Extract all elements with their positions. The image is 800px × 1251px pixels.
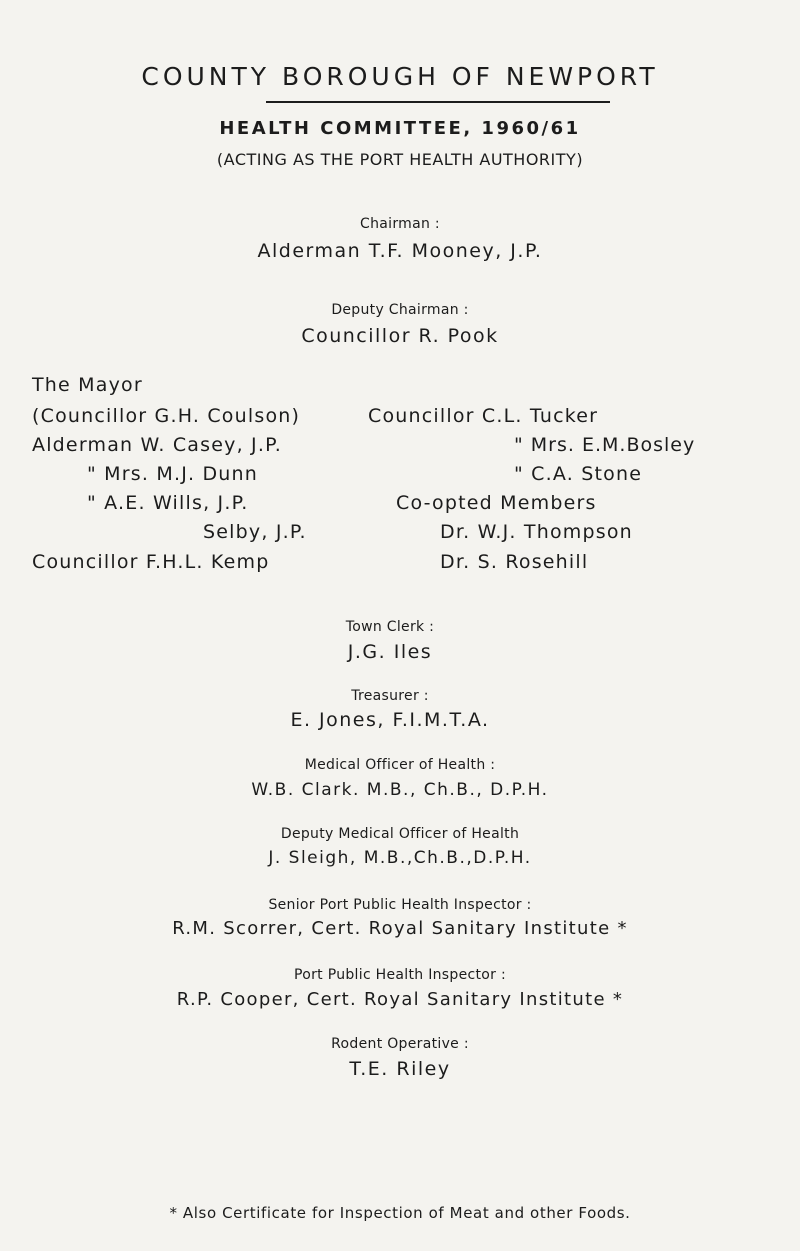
member-left: Councillor F.H.L. Kemp	[32, 551, 270, 573]
officer-label: Town Clerk :	[345, 619, 435, 635]
officer-name: T.E. Riley	[349, 1058, 451, 1080]
member-right: Dr. W.J. Thompson	[440, 521, 633, 543]
member-left: The Mayor	[32, 374, 143, 396]
member-left: Alderman W. Casey, J.P.	[32, 434, 283, 456]
officer-label: Treasurer :	[351, 688, 429, 704]
officer-label: Port Public Health Inspector :	[294, 967, 506, 983]
officer-label: Senior Port Public Health Inspector :	[268, 897, 532, 913]
officer-name: R.P. Cooper, Cert. Royal Sanitary Institute *	[176, 989, 624, 1010]
member-right: " Mrs. E.M.Bosley	[514, 434, 696, 456]
member-right: " C.A. Stone	[514, 463, 643, 485]
deputy-chairman-label: Deputy Chairman :	[331, 302, 469, 318]
officer-label: Deputy Medical Officer of Health	[280, 826, 520, 842]
member-right: Co-opted Members	[396, 492, 597, 514]
title-underline	[266, 101, 610, 103]
member-left: " A.E. Wills, J.P.	[87, 492, 249, 514]
footnote: * Also Certificate for Inspection of Meat and other Foods.	[169, 1204, 631, 1222]
officer-name: J. Sleigh, M.B.,Ch.B.,D.P.H.	[268, 848, 532, 868]
authority-note: (ACTING AS THE PORT HEALTH AUTHORITY)	[216, 150, 584, 169]
chairman-name: Alderman T.F. Mooney, J.P.	[257, 240, 543, 262]
officer-label: Rodent Operative :	[331, 1036, 469, 1052]
document-title: COUNTY BOROUGH OF NEWPORT	[141, 62, 659, 91]
member-right: Councillor C.L. Tucker	[368, 405, 599, 427]
officer-name: E. Jones, F.I.M.T.A.	[290, 709, 490, 731]
member-left: Selby, J.P.	[203, 521, 307, 543]
member-left: " Mrs. M.J. Dunn	[87, 463, 259, 485]
officer-name: J.G. Iles	[347, 641, 433, 663]
member-left: (Councillor G.H. Coulson)	[32, 405, 301, 427]
officer-name: W.B. Clark. M.B., Ch.B., D.P.H.	[251, 780, 549, 800]
member-right: Dr. S. Rosehill	[440, 551, 589, 573]
officer-name: R.M. Scorrer, Cert. Royal Sanitary Institute *	[172, 918, 628, 939]
committee-heading: HEALTH COMMITTEE, 1960/61	[219, 118, 581, 139]
chairman-label: Chairman :	[360, 216, 440, 232]
officer-label: Medical Officer of Health :	[304, 757, 496, 773]
deputy-chairman-name: Councillor R. Pook	[301, 325, 499, 347]
